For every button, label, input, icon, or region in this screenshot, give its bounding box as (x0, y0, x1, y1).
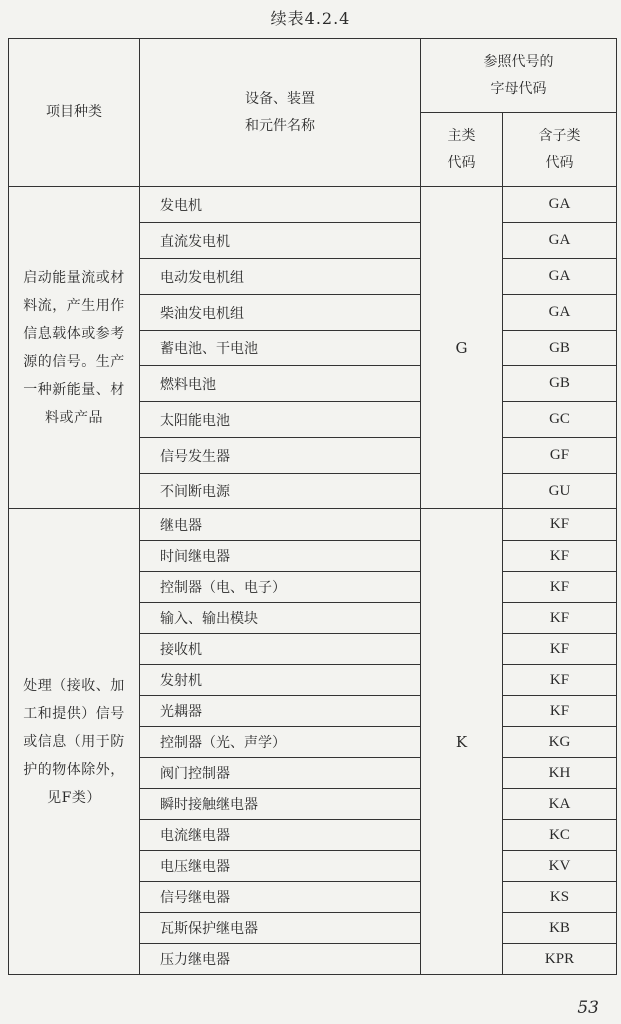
sub-code-cell: GB (503, 366, 617, 402)
sub-code-cell: GF (503, 438, 617, 474)
header-device-line2: 和元件名称 (245, 117, 315, 134)
device-name-cell: 蓄电池、干电池 (140, 331, 421, 366)
header-ref-line2: 字母代码 (490, 80, 547, 97)
device-name-cell: 发射机 (140, 665, 421, 696)
sub-code-cell: KF (503, 603, 617, 634)
sub-code-cell: KA (503, 789, 617, 820)
header-main-line2: 代码 (447, 154, 476, 171)
sub-code-cell: KC (503, 820, 617, 851)
code-table (8, 38, 617, 975)
header-device-name (140, 39, 421, 187)
device-name-cell: 直流发电机 (140, 223, 421, 259)
sub-code-cell: GU (503, 474, 617, 509)
device-name-cell: 电流继电器 (140, 820, 421, 851)
header-category-label: 项目种类 (46, 104, 102, 120)
device-name-cell: 继电器 (140, 509, 421, 541)
device-name-cell: 柴油发电机组 (140, 295, 421, 331)
device-name-cell: 发电机 (140, 187, 421, 223)
sub-code-cell: KF (503, 541, 617, 572)
table-body (9, 187, 617, 975)
header-sub-code (503, 113, 617, 187)
sub-code-cell: GC (503, 402, 617, 438)
header-sub-line1: 含子类 (538, 127, 581, 144)
sub-code-cell: KS (503, 882, 617, 913)
device-name-cell: 接收机 (140, 634, 421, 665)
header-ref-line1: 参照代号的 (483, 53, 554, 70)
sub-code-cell: GB (503, 331, 617, 366)
header-device-line1: 设备、装置 (245, 90, 315, 107)
sub-code-cell: KF (503, 572, 617, 603)
header-main-code (421, 113, 503, 187)
table-row (9, 509, 617, 541)
device-name-cell: 控制器（电、电子） (140, 572, 421, 603)
sub-code-cell: KF (503, 665, 617, 696)
sub-code-cell: KG (503, 727, 617, 758)
table-header (9, 39, 617, 187)
device-name-cell: 信号继电器 (140, 882, 421, 913)
device-name-cell: 电动发电机组 (140, 259, 421, 295)
device-name-cell: 太阳能电池 (140, 402, 421, 438)
sub-code-cell: KF (503, 634, 617, 665)
header-sub-line2: 代码 (545, 154, 574, 171)
sub-code-cell: GA (503, 223, 617, 259)
sub-code-cell: GA (503, 295, 617, 331)
header-main-line1: 主类 (447, 127, 476, 144)
sub-code-cell: KB (503, 913, 617, 944)
table-row (9, 187, 617, 223)
sub-code-cell: GA (503, 187, 617, 223)
device-name-cell: 燃料电池 (140, 366, 421, 402)
device-name-cell: 阀门控制器 (140, 758, 421, 789)
sub-code-cell: KF (503, 696, 617, 727)
header-ref-code (421, 39, 617, 113)
sub-code-cell: KH (503, 758, 617, 789)
device-name-cell: 信号发生器 (140, 438, 421, 474)
device-name-cell: 控制器（光、声学） (140, 727, 421, 758)
device-name-cell: 瓦斯保护继电器 (140, 913, 421, 944)
header-category (9, 39, 140, 187)
category-cell: 启动能量流或材料流，产生用作信息载体或参考源的信号。生产一种新能量、材料或产品 (9, 187, 140, 509)
main-code-cell: G (421, 187, 503, 509)
device-name-cell: 时间继电器 (140, 541, 421, 572)
device-name-cell: 电压继电器 (140, 851, 421, 882)
sub-code-cell: KF (503, 509, 617, 541)
device-name-cell: 输入、输出模块 (140, 603, 421, 634)
device-name-cell: 不间断电源 (140, 474, 421, 509)
main-code-cell: K (421, 509, 503, 975)
table-caption: 续表4.2.4 (270, 9, 351, 28)
sub-code-cell: GA (503, 259, 617, 295)
device-name-cell: 光耦器 (140, 696, 421, 727)
page-number: 53 (577, 998, 599, 1018)
sub-code-cell: KPR (503, 944, 617, 975)
sub-code-cell: KV (503, 851, 617, 882)
device-name-cell: 压力继电器 (140, 944, 421, 975)
category-cell: 处理（接收、加工和提供）信号或信息（用于防护的物体除外，见F类） (9, 509, 140, 975)
device-name-cell: 瞬时接触继电器 (140, 789, 421, 820)
